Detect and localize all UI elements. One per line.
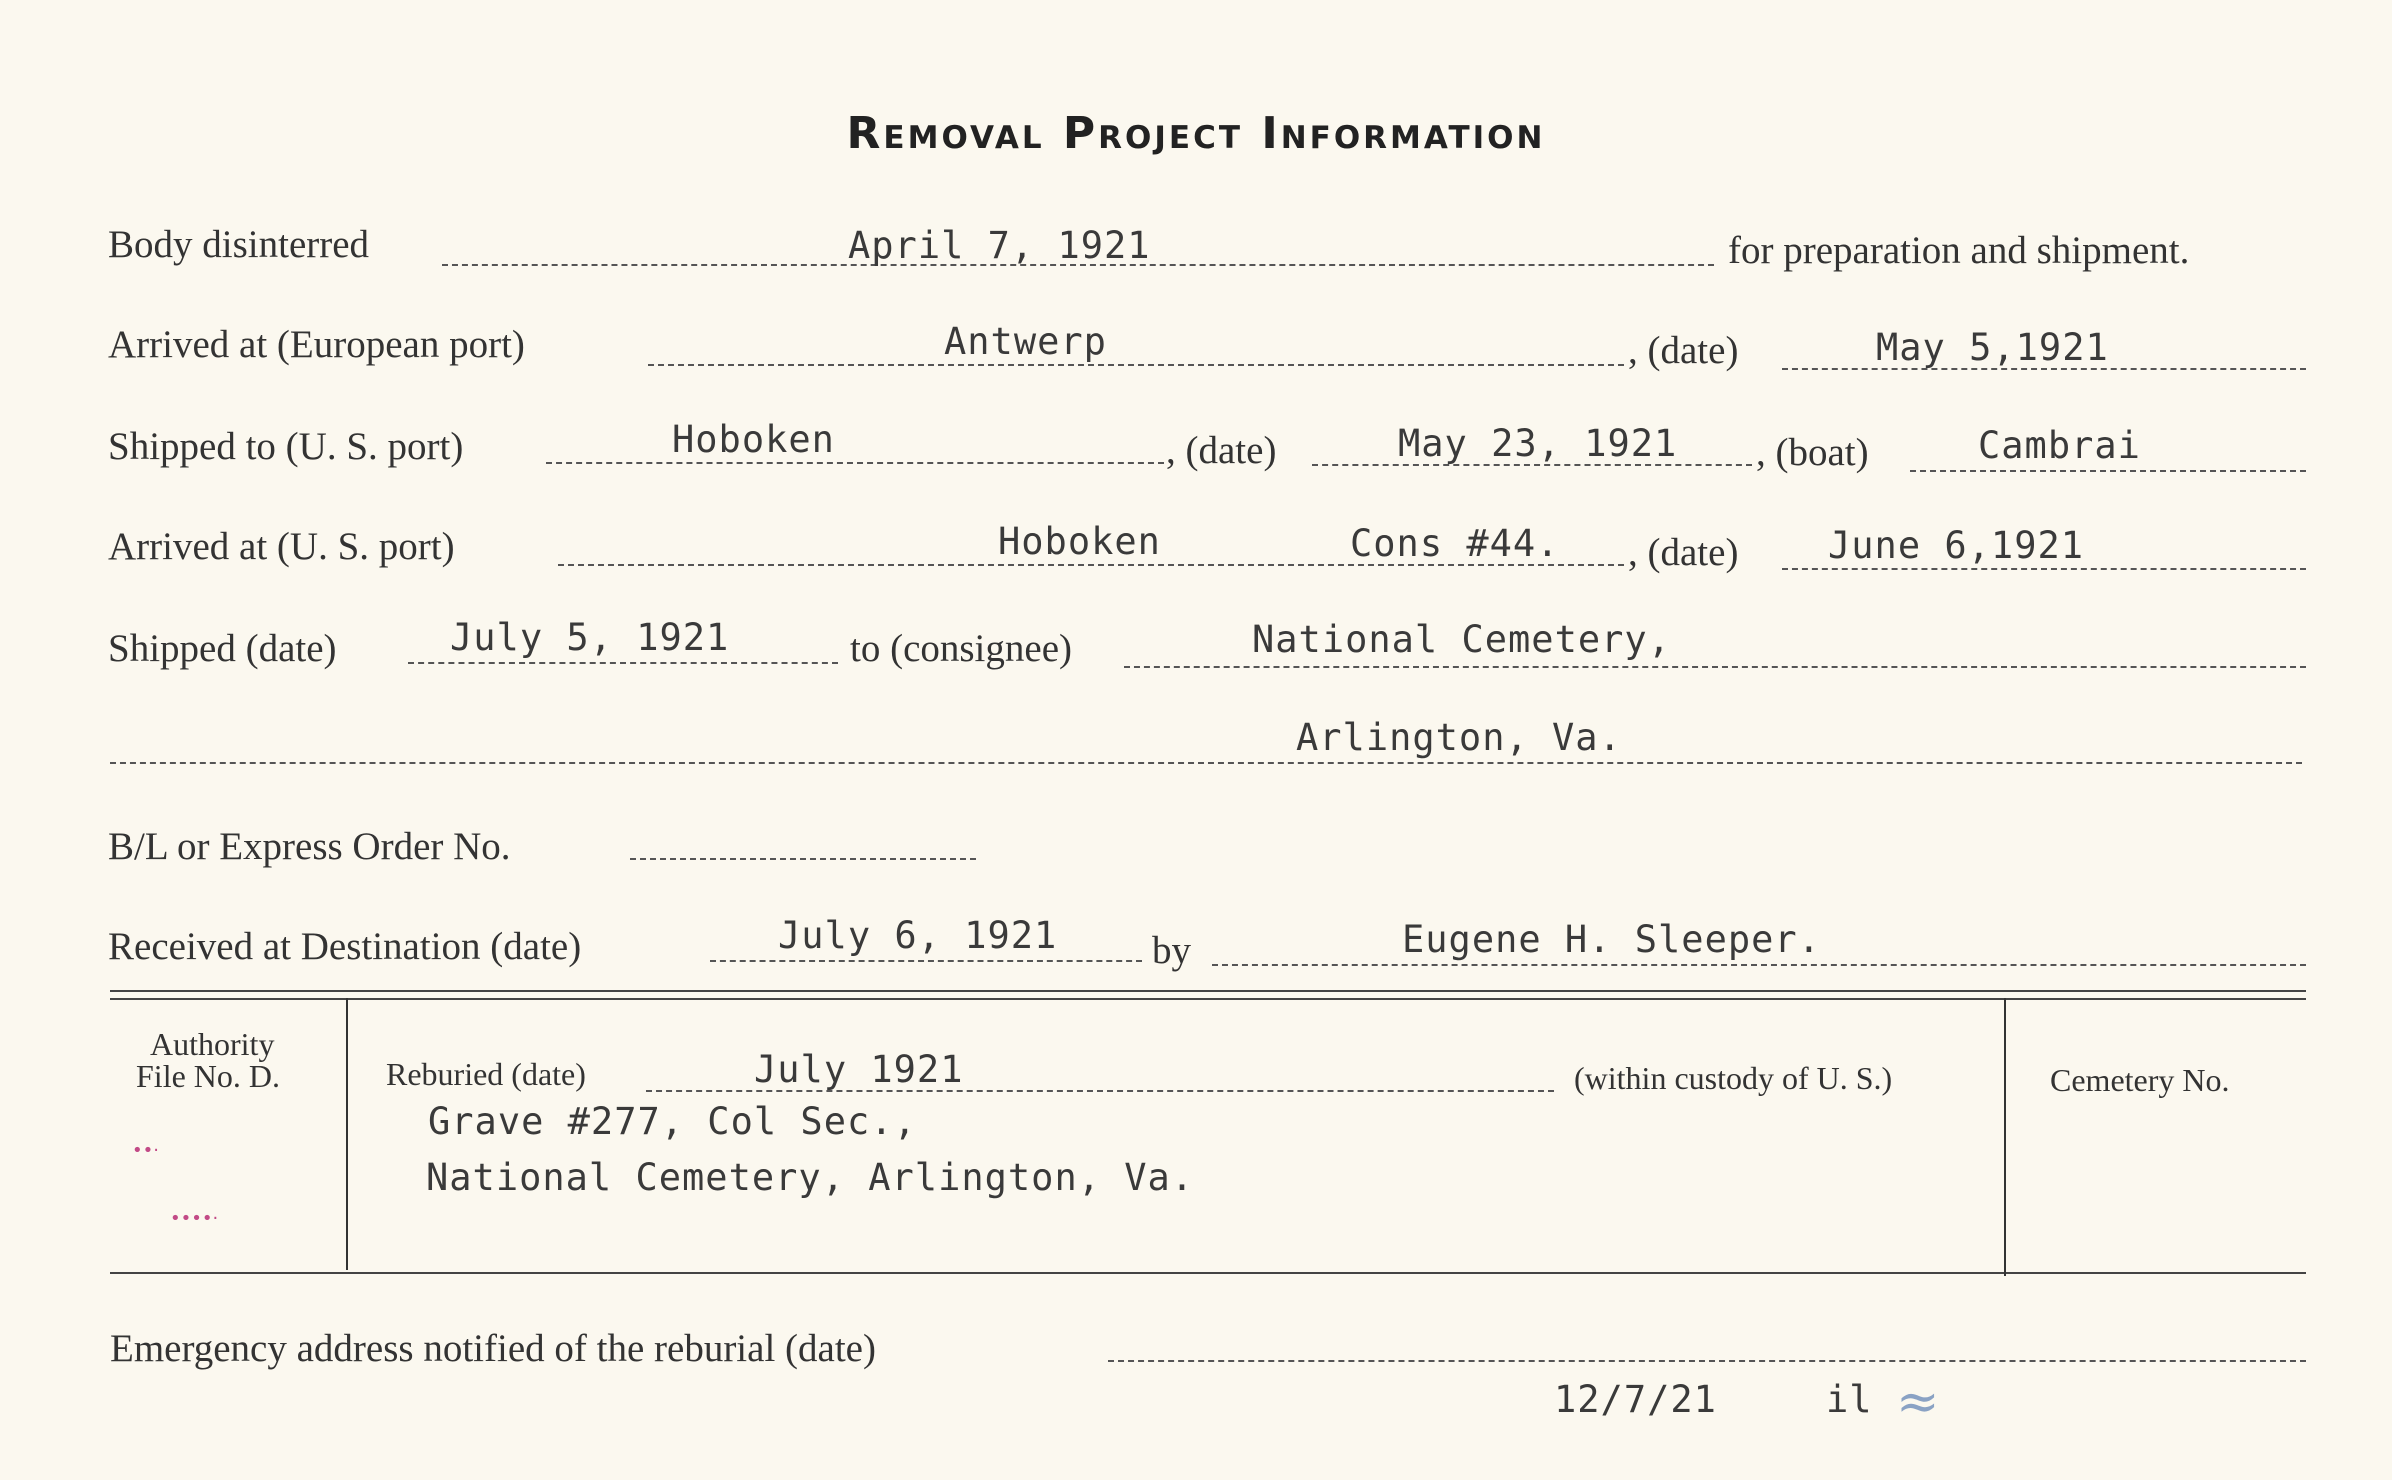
arrived-eu-date-label: , (date) [1628,329,1739,372]
shipped-us-port-line [546,462,1164,464]
authority-label: Authority [150,1026,275,1062]
reburied-date: July 1921 [754,1048,964,1091]
arrived-eu-label: Arrived at (European port) [108,323,525,366]
grave-line-2: National Cemetery, Arlington, Va. [426,1156,1195,1199]
consignee-line-2 [110,762,2302,764]
box-top-rule-2 [110,998,2306,1000]
disinterred-label: Body disinterred [108,223,370,266]
arrived-us-port: Hoboken [998,520,1161,563]
arrived-us-date-label: , (date) [1628,531,1739,574]
disinterred-date: April 7, 1921 [848,224,1151,267]
stamp-mark-2: ••••· [170,1208,219,1229]
footer-initials: il [1826,1378,1873,1421]
arrived-us-date: June 6,1921 [1828,524,2085,567]
received-date-line [710,960,1142,962]
shipped-date: July 5, 1921 [450,616,730,659]
received-label: Received at Destination (date) [108,925,582,968]
bl-label: B/L or Express Order No. [108,825,511,868]
custody-label: (within custody of U. S.) [1574,1060,1893,1096]
box-bottom-rule [110,1272,2306,1274]
reburied-label: Reburied (date) [386,1056,586,1092]
shipped-us-boat-label: , (boat) [1756,431,1869,474]
shipped-date-line [408,662,838,664]
box-divider-left [346,998,348,1270]
box-top-rule-1 [110,990,2306,992]
received-by-line [1212,964,2306,966]
received-by-label: by [1152,929,1191,972]
consignee-line-1 [1124,666,2306,668]
arrived-us-date-line [1782,568,2306,570]
shipped-us-boat-line [1910,470,2306,472]
box-divider-right [2004,998,2006,1276]
consignee-city: Arlington, Va. [1296,716,1622,759]
grave-line-1: Grave #277, Col Sec., [428,1100,917,1143]
shipped-us-port: Hoboken [672,418,835,461]
emergency-label: Emergency address notified of the reburial (date) [110,1327,876,1370]
consignee-name: National Cemetery, [1252,618,1671,661]
arrived-us-label: Arrived at (U. S. port) [108,525,455,568]
received-date: July 6, 1921 [778,914,1058,957]
arrived-eu-port-line [648,364,1624,366]
form-title: Removal Project Information [846,108,1546,159]
shipped-us-date-label: , (date) [1166,429,1277,472]
handwritten-initial: ≈ [1896,1372,1940,1432]
shipped-us-boat: Cambrai [1978,424,2141,467]
shipped-date-label: Shipped (date) [108,627,337,670]
footer-date: 12/7/21 [1554,1378,1717,1421]
arrived-us-extra: Cons #44. [1350,522,1560,565]
arrived-eu-date: May 5,1921 [1876,326,2109,369]
cemetery-no-label: Cemetery No. [2050,1062,2230,1098]
emergency-line [1108,1360,2306,1362]
stamp-mark-1: ••· [132,1140,159,1161]
received-by: Eugene H. Sleeper. [1402,918,1821,961]
shipped-us-label: Shipped to (U. S. port) [108,425,464,468]
arrived-eu-port: Antwerp [944,320,1107,363]
consignee-label: to (consignee) [850,627,1073,670]
shipped-us-date: May 23, 1921 [1398,422,1678,465]
disinterred-suffix: for preparation and shipment. [1728,229,2190,272]
bl-line [630,858,976,860]
authority-file-label: File No. D. [136,1058,280,1094]
